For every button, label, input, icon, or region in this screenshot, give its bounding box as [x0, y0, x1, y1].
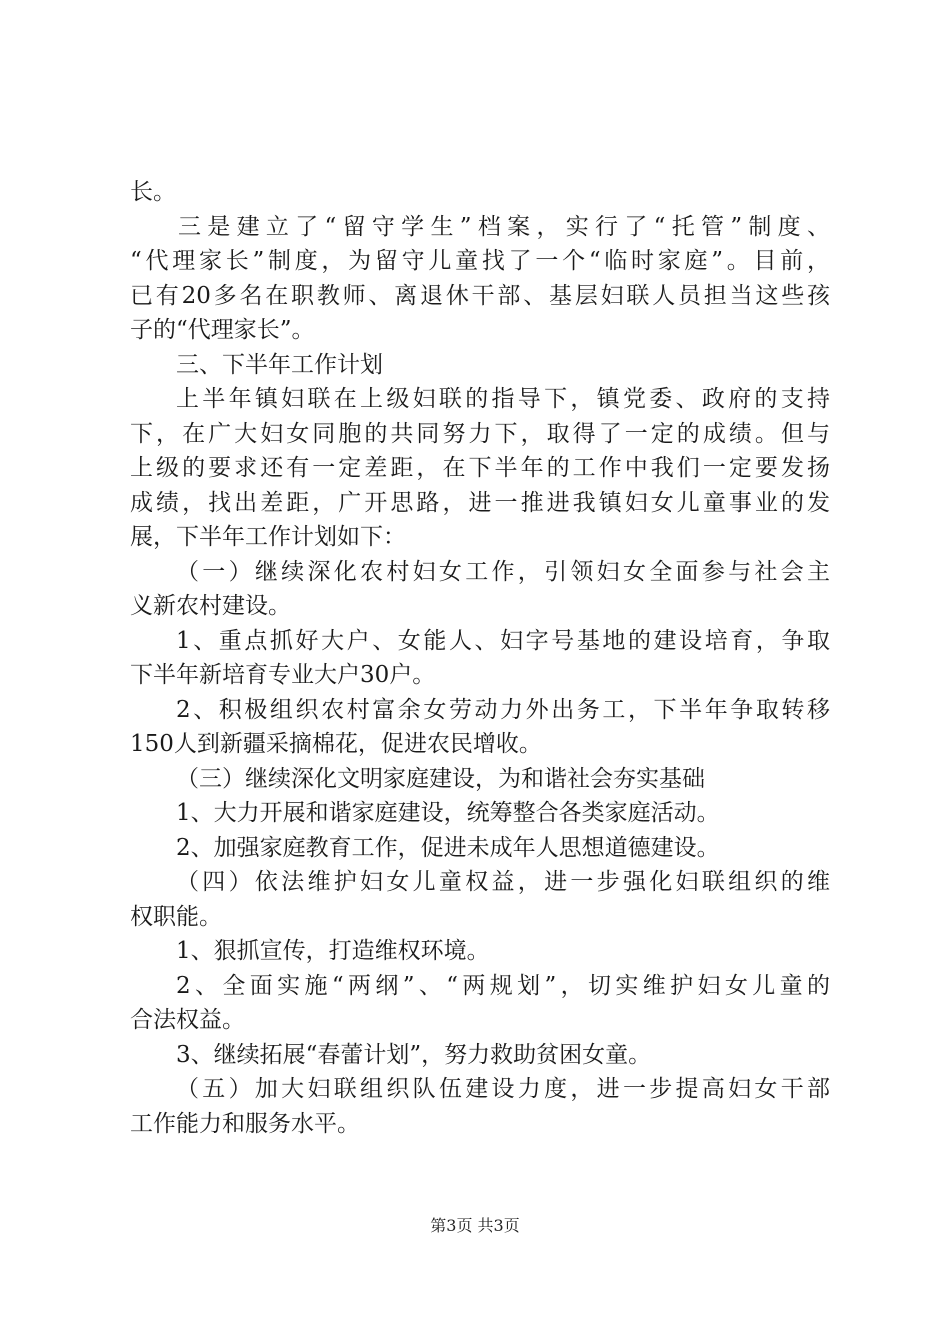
text-line: 1、狠抓宣传，打造维权环境。 — [176, 938, 490, 964]
text-line: 下，在广大妇女同胞的共同努力下，取得了一定的成绩。但与 — [130, 420, 830, 447]
text-line: （四）依法维护妇女儿童权益，进一步强化妇联组织的维 — [176, 869, 830, 895]
text-line: 150人到新疆采摘棉花，促进农民增收。 — [130, 731, 542, 757]
text-line: 上级的要求还有一定差距，在下半年的工作中我们一定要发扬 — [130, 455, 830, 481]
text-line: 2、积极组织农村富余女劳动力外出务工，下半年争取转移 — [176, 696, 830, 723]
text-line: 长。 — [130, 179, 176, 205]
text-line: 上半年镇妇联在上级妇联的指导下，镇党委、政府的支持 — [176, 386, 830, 412]
text-line: 已有20多名在职教师、离退休干部、基层妇联人员担当这些孩 — [130, 282, 830, 309]
text-line: （三）继续深化文明家庭建设，为和谐社会夯实基础 — [176, 765, 705, 792]
text-line: “代理家长”制度，为留守儿童找了一个“临时家庭”。目前， — [130, 248, 830, 274]
text-line: 工作能力和服务水平。 — [130, 1110, 360, 1137]
text-line: 义新农村建设。 — [130, 593, 291, 619]
text-line: 三、下半年工作计划 — [176, 351, 383, 378]
text-line: 三是建立了“留守学生”档案，实行了“托管”制度、 — [178, 213, 830, 240]
text-line: 1、重点抓好大户、女能人、妇字号基地的建设培育，争取 — [176, 627, 830, 654]
text-line: （一）继续深化农村妇女工作，引领妇女全面参与社会主 — [176, 558, 830, 585]
text-line: 1、大力开展和谐家庭建设，统筹整合各类家庭活动。 — [176, 800, 720, 826]
page-footer: 第3页 共3页 — [430, 1216, 520, 1235]
text-line: 3、继续拓展“春蕾计划”，努力救助贫困女童。 — [176, 1041, 652, 1068]
text-line: 2、加强家庭教育工作，促进未成年人思想道德建设。 — [176, 834, 720, 861]
text-line: 子的“代理家长”。 — [130, 317, 315, 343]
document-body — [130, 175, 830, 1141]
text-line: 权职能。 — [130, 903, 222, 930]
text-line: （五）加大妇联组织队伍建设力度，进一步提高妇女干部 — [176, 1076, 830, 1102]
text-line: 2、全面实施“两纲”、“两规划”，切实维护妇女儿童的 — [176, 972, 830, 999]
text-line: 下半年新培育专业大户30户。 — [130, 662, 436, 688]
text-line: 成绩，找出差距，广开思路，进一推进我镇妇女儿童事业的发 — [130, 489, 830, 516]
text-line: 展，下半年工作计划如下： — [130, 524, 406, 550]
text-line: 合法权益。 — [130, 1007, 245, 1033]
